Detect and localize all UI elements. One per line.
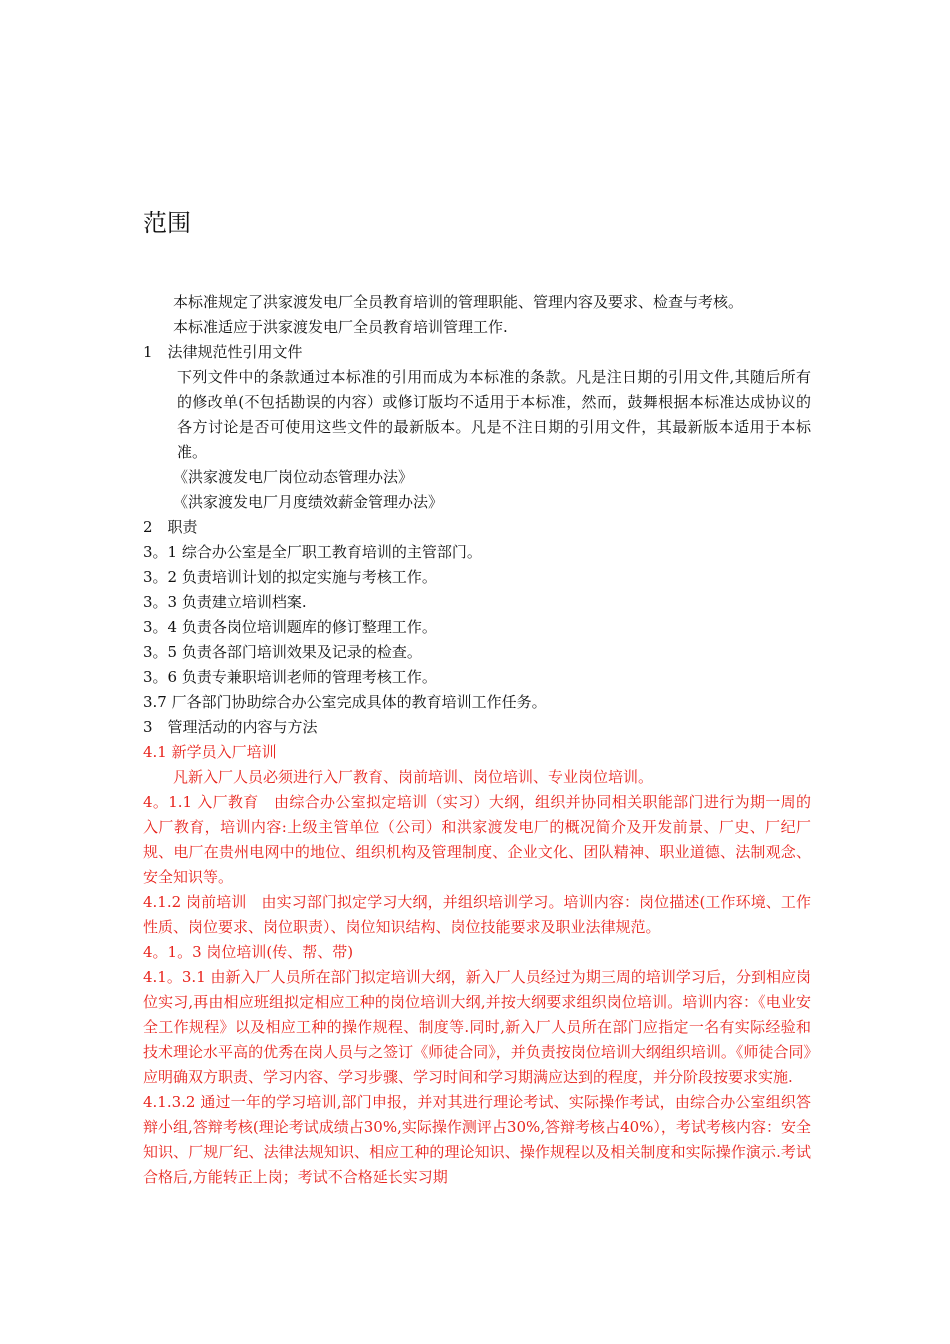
paragraph-4-1-1: 4。1.1 入厂教育 由综合办公室拟定培训（实习）大纲，组织并协同相关职能部门进行为期一周的入厂教育，培训内容:上级主管单位（公司）和洪家渡发电厂的概况简介及开发前景、厂史、厂纪厂规、电厂在贵州电网中的地位、组织机构及管理制度、企业文化、团队精神、职业道德、法制观念、安全知识等。 (143, 793, 811, 886)
scope-paragraph-2: 本标准适应于洪家渡发电厂全员教育培训管理工作. (173, 318, 508, 336)
duty-item: 3。3 负责建立培训档案. (143, 593, 307, 611)
duty-item: 3。6 负责专兼职培训老师的管理考核工作。 (143, 668, 437, 686)
paragraph-4-1-3-2: 4.1.3.2 通过一年的学习培训,部门申报，并对其进行理论考试、实际操作考试，由综合办公室组织答辩小组,答辩考核(理论考试成绩占30%,实际操作测评占30%,答辩考核占40%），考试考核内容：安全知识、厂规厂纪、法律法规知识、相应工种的理论知识、操作规程以及相关制度和实际操作演示.考试合格后,方能转正上岗；考试不合格延长实习期 (143, 1093, 811, 1186)
document-body (143, 290, 811, 1190)
paragraph-4-1-3: 4。1。3 岗位培训(传、帮、带) (143, 943, 354, 961)
reference-item: 《洪家渡发电厂岗位动态管理办法》 (173, 468, 414, 486)
section-heading-duties: 2 职责 (143, 518, 198, 536)
page-title: 范围 (143, 209, 191, 237)
duty-item: 3。2 负责培训计划的拟定实施与考核工作。 (143, 568, 437, 586)
new-trainee-intro: 凡新入厂人员必须进行入厂教育、岗前培训、岗位培训、专业岗位培训。 (173, 768, 654, 786)
duty-item: 3.7 厂各部门协助综合办公室完成具体的教育培训工作任务。 (143, 693, 547, 711)
duty-item: 3。1 综合办公室是全厂职工教育培训的主管部门。 (143, 543, 482, 561)
paragraph-4-1-2: 4.1.2 岗前培训 由实习部门拟定学习大纲，并组织培训学习。培训内容：岗位描述(工作环境、工作性质、岗位要求、岗位职责）、岗位知识结构、岗位技能要求及职业法律规范。 (143, 893, 811, 936)
scope-paragraph-1: 本标准规定了洪家渡发电厂全员教育培训的管理职能、管理内容及要求、检查与考核。 (173, 293, 744, 311)
reference-item: 《洪家渡发电厂月度绩效薪金管理办法》 (173, 493, 444, 511)
section-heading-references: 1 法律规范性引用文件 (143, 343, 303, 361)
references-paragraph: 下列文件中的条款通过本标准的引用而成为本标准的条款。凡是注日期的引用文件,其随后所有的修改单(不包括勘误的内容）或修订版均不适用于本标准，然而，鼓舞根据本标准达成协议的各方讨论是否可使用这些文件的最新版本。凡是不注日期的引用文件，其最新版本适用于本标准。 (177, 368, 811, 461)
section-heading-management: 3 管理活动的内容与方法 (143, 718, 318, 736)
subsection-new-trainee: 4.1 新学员入厂培训 (143, 743, 277, 761)
paragraph-4-1-3-1: 4.1。3.1 由新入厂人员所在部门拟定培训大纲，新入厂人员经过为期三周的培训学习后，分到相应岗位实习,再由相应班组拟定相应工种的岗位培训大纲,并按大纲要求组织岗位培训。培训内容：《电业安全工作规程》以及相应工种的操作规程、制度等.同时,新入厂人员所在部门应指定一名有实际经验和技术理论水平高的优秀在岗人员与之签订《师徒合同》，并负责按岗位培训大纲组织培训。《师徒合同》应明确双方职责、学习内容、学习步骤、学习时间和学习期满应达到的程度，并分阶段按要求实施. (143, 968, 811, 1086)
duty-item: 3。4 负责各岗位培训题库的修订整理工作。 (143, 618, 437, 636)
duty-item: 3。5 负责各部门培训效果及记录的检查。 (143, 643, 422, 661)
